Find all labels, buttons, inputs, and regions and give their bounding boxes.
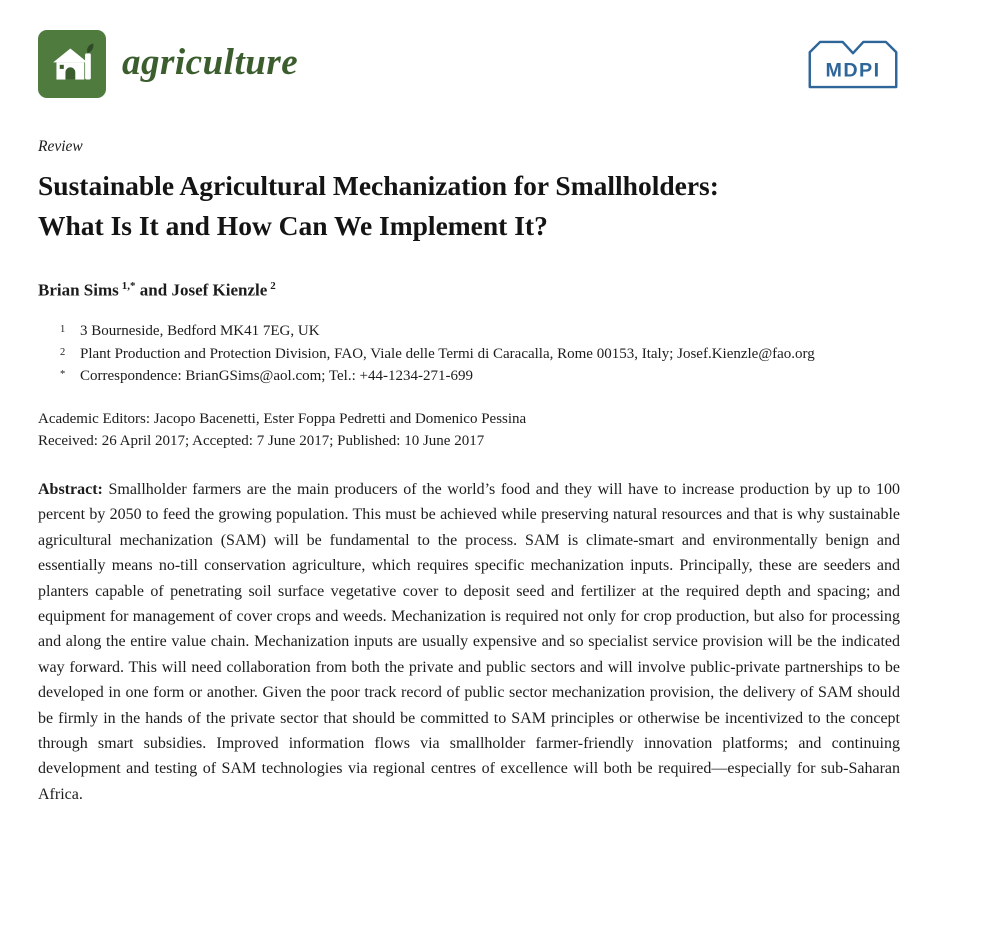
affiliation-text: Plant Production and Protection Division, FAO, Viale delle Termi di Caracalla, Rome 00153, Italy; Josef.Kienzle@fao.org	[80, 345, 815, 362]
author-name: Josef Kienzle	[171, 280, 268, 300]
affiliations-block	[38, 320, 900, 388]
farmhouse-icon	[45, 37, 99, 91]
article-type: Review	[38, 138, 83, 155]
affiliation-text: 3 Bourneside, Bedford MK41 7EG, UK	[80, 323, 320, 340]
journal-header	[38, 30, 900, 98]
affiliation-text: Correspondence: BrianGSims@aol.com; Tel.: +44-1234-271-699	[80, 368, 473, 385]
article-title: Sustainable Agricultural Mechanization for Smallholders: What Is It and How Can We Implement It?	[38, 170, 719, 241]
abstract	[38, 477, 900, 807]
journal-brand	[38, 30, 298, 98]
abstract-text: Smallholder farmers are the main producers of the world’s food and they will have to increase production by up to 100 percent by 2050 to feed the growing population. This must be achieved while preserving natural resources and that is why sustainable agricultural mechanization (SAM) will be fundamental to the process. SAM is climate-smart and environmentally benign and essentially means no-till conservation agriculture, which requires specific mechanization inputs. Principally, these are seeders and planters capable of penetrating soil surface vegetative cover to deposit seed and fertilizer at the required depth and spacing; and equipment for management of cover crops and weeds. Mechanization is required not only for crop production, but also for processing and along the entire value chain. Mechanization inputs are usually expensive and so specialist service provision will be the indicated way forward. This will need collaboration from both the private and public sectors and will involve public-private partnerships to be developed in one form or another. Given the poor track record of public sector mechanization provision, the delivery of SAM should be firmly in the hands of the private sector that should be committed to SAM principles or otherwise be incentivized to the concept through smart subsidies. Improved information flows via smallholder farmer-friendly innovation platforms; and continuing development and testing of SAM technologies via regional centres of excellence will both be required—especially for sub-Saharan Africa.	[38, 480, 900, 803]
affiliation-row	[60, 365, 900, 388]
authors-line	[38, 280, 900, 301]
agriculture-logo-icon	[38, 30, 106, 98]
academic-editors: Academic Editors: Jacopo Bacenetti, Ester Foppa Pedretti and Domenico Pessina	[38, 410, 527, 427]
author-affil-sup: 1,*	[121, 279, 136, 292]
affiliation-row	[60, 320, 900, 343]
article-meta	[38, 408, 900, 453]
affiliation-marker: 1	[60, 324, 66, 336]
affiliation-marker: 2	[60, 346, 66, 358]
author-affil-sup: 2	[270, 279, 276, 292]
mdpi-logo	[806, 38, 900, 96]
authors-connector: and	[135, 280, 172, 300]
mdpi-wordmark: MDPI	[825, 59, 881, 82]
author-name: Brian Sims	[38, 280, 119, 300]
journal-name: agriculture	[122, 41, 299, 83]
affiliation-marker: *	[60, 369, 66, 381]
affiliation-row	[60, 343, 900, 366]
article-history: Received: 26 April 2017; Accepted: 7 June 2017; Published: 10 June 2017	[38, 433, 485, 450]
abstract-label: Abstract:	[38, 480, 103, 498]
mdpi-badge-icon	[806, 38, 900, 91]
